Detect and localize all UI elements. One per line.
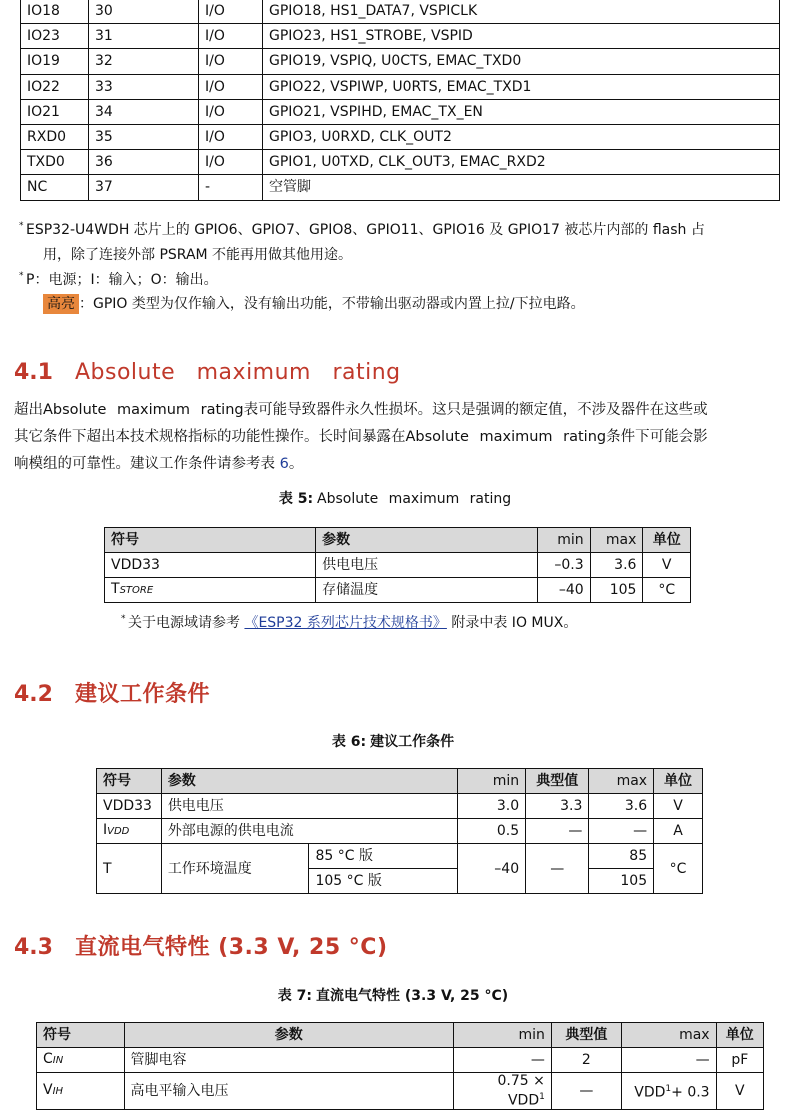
pin-no-cell: 33 (89, 74, 199, 99)
pin-function-cell: GPIO21, VSPIHD, EMAC_TX_EN (263, 99, 780, 124)
pin-type-cell: - (199, 175, 263, 200)
pin-type-cell: I/O (199, 49, 263, 74)
pin-type-cell: I/O (199, 0, 263, 24)
table-6-caption: 表 6: 建议工作条件 (331, 734, 455, 750)
pin-row (21, 150, 780, 175)
pin-function-cell: GPIO1, U0TXD, CLK_OUT3, EMAC_RXD2 (263, 150, 780, 175)
pin-row (21, 124, 780, 149)
table-6-reference-link[interactable]: 6 (279, 456, 289, 472)
table-6-header-row: 符号 参数 min 典型值 max 单位 (97, 769, 703, 794)
pin-name-cell: IO19 (21, 49, 89, 74)
pin-function-cell: GPIO19, VSPIQ, U0CTS, EMAC_TXD0 (263, 49, 780, 74)
pin-no-cell: 37 (89, 175, 199, 200)
pin-row (21, 0, 780, 24)
note-flash-gpio: * ESP32-U4WDH 芯片上的 GPIO6、GPIO7、GPIO8、GPIO11、GPIO16 及 GPIO17 被芯片内部的 flash 占 (19, 221, 705, 238)
pin-type-cell: I/O (199, 24, 263, 49)
table-row: IVDD 外部电源的供电电流 0.5 — — A (97, 819, 703, 844)
esp32-datasheet-link[interactable]: 《ESP32 系列芯片技术规格书》 (244, 615, 447, 631)
section-4-1-paragraph: 超出Absolute maximum rating表可能导致器件永久性损坏。这只是强调的额定值，不涉及器件在这些或 其它条件下超出本技术规格指标的功能性操作。长时间暴露在Absolute maximum rating条件下可能会影 响模组的可靠性。建议工作条件请参考表 6。 (14, 402, 708, 472)
pin-name-cell: IO23 (21, 24, 89, 49)
note-highlight: 高亮 ：GPIO 类型为仅作输入，没有输出功能，不带输出驱动器或内置上拉/下拉电路。 (43, 292, 585, 317)
pin-type-cell: I/O (199, 124, 263, 149)
table-5-footnote: * 关于电源域请参考 《ESP32 系列芯片技术规格书》 附录中表 IO MUX。 (121, 614, 578, 631)
section-heading-4-3: 4.3 直流电气特性 (3.3 V, 25 °C) (14, 935, 388, 960)
pin-row (21, 175, 780, 200)
pin-row (21, 99, 780, 124)
pin-no-cell: 32 (89, 49, 199, 74)
table-5-absolute-max (104, 527, 691, 603)
pin-name-cell: TXD0 (21, 150, 89, 175)
pin-name-cell: IO22 (21, 74, 89, 99)
note-pin-types: * P：电源；I：输入；O：输出。 (19, 271, 218, 288)
pin-no-cell: 30 (89, 0, 199, 24)
pin-no-cell: 34 (89, 99, 199, 124)
note-flash-gpio-line1: ESP32-U4WDH 芯片上的 GPIO6、GPIO7、GPIO8、GPIO11、GPIO16 及 GPIO17 被芯片内部的 flash 占 (26, 222, 705, 238)
table-row: 105 °C 版 105 (97, 869, 703, 894)
table-row: VDD33 供电电压 –0.3 3.6 V (105, 553, 691, 578)
pin-type-cell: I/O (199, 74, 263, 99)
table-7-caption: 表 7: 直流电气特性 (3.3 V, 25 °C) (277, 988, 509, 1004)
pin-table (20, 0, 780, 201)
table-5-caption: 表 5: Absolute maximum rating (278, 491, 512, 507)
pin-name-cell: RXD0 (21, 124, 89, 149)
highlight-swatch: 高亮 (43, 294, 79, 314)
pin-type-cell: I/O (199, 150, 263, 175)
table-7-header-row: 符号 参数 min 典型值 max 单位 (37, 1023, 764, 1048)
pin-function-cell: GPIO22, VSPIWP, U0RTS, EMAC_TXD1 (263, 74, 780, 99)
pin-function-cell: 空管脚 (263, 175, 780, 200)
pin-function-cell: GPIO3, U0RXD, CLK_OUT2 (263, 124, 780, 149)
pin-row (21, 74, 780, 99)
pin-name-cell: NC (21, 175, 89, 200)
section-heading-4-2: 4.2 建议工作条件 (14, 682, 210, 707)
table-7-dc-characteristics (36, 1022, 764, 1110)
pin-no-cell: 36 (89, 150, 199, 175)
note-flash-gpio-cont: 用，除了连接外部 PSRAM 不能再用做其他用途。 (43, 247, 353, 263)
section-heading-4-1: 4.1 Absolute maximum rating (14, 360, 401, 385)
table-row: VIH 高电平输入电压 $0.75 \times VDD^1$ — $VDD^1+ 0.3$ V (37, 1073, 764, 1110)
pin-function-cell: GPIO18, HS1_DATA7, VSPICLK (263, 0, 780, 24)
table-row: TSTORE 存储温度 –40 105 °C (105, 578, 691, 603)
pin-name-cell: IO21 (21, 99, 89, 124)
pin-name-cell: IO18 (21, 0, 89, 24)
table-5-header-row: 符号 参数 min max 单位 (105, 528, 691, 553)
table-row: T 工作环境温度 85 °C 版 –40 — 85 °C (97, 844, 703, 869)
pin-row (21, 49, 780, 74)
table-row: VDD33 供电电压 3.0 3.3 3.6 V (97, 794, 703, 819)
pin-function-cell: GPIO23, HS1_STROBE, VSPID (263, 24, 780, 49)
table-row: CIN 管脚电容 — 2 — pF (37, 1048, 764, 1073)
table-6-operating-conditions (96, 768, 703, 894)
pin-type-cell: I/O (199, 99, 263, 124)
pin-row (21, 24, 780, 49)
pin-no-cell: 35 (89, 124, 199, 149)
pin-no-cell: 31 (89, 24, 199, 49)
